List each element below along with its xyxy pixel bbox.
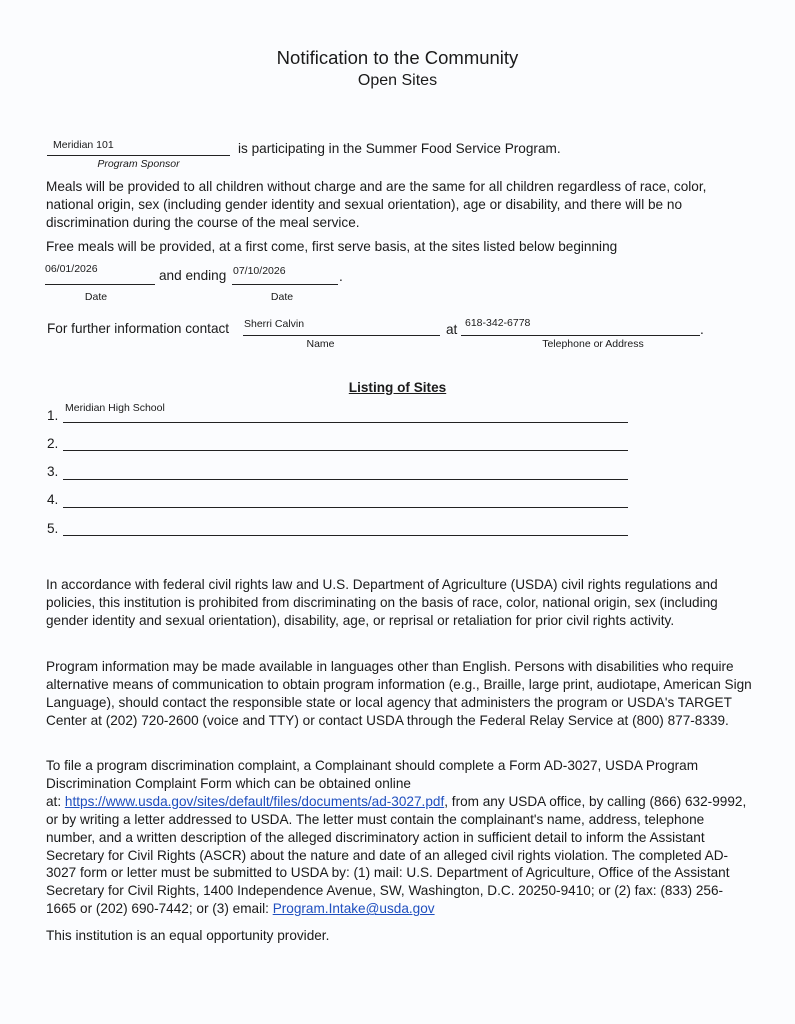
civil-rights-paragraph: In accordance with federal civil rights law and U.S. Department of Agriculture (USDA) civil rights regulations and policies, this institution is prohibited from discriminating on the basis of race, color, national origin, sex (including gender identity and sexual orientation), disability, age, or reprisal or retaliation for prior civil rights activity. <box>46 577 718 628</box>
site-number: 5. <box>47 521 59 536</box>
sponsor-caption: Program Sponsor <box>97 158 180 170</box>
complaint-at: at: <box>46 793 65 809</box>
site-number: 3. <box>47 464 59 479</box>
site-value: Meridian High School <box>65 402 165 414</box>
contact-period: . <box>700 322 704 337</box>
site-number: 2. <box>47 436 59 451</box>
site-number: 1. <box>47 408 59 423</box>
contact-phone-line <box>461 335 700 336</box>
site-number: 4. <box>47 492 59 507</box>
complaint-text: To file a program discrimination complaint, a Complainant should complete a Form AD-3027, USDA Program Discrimination Complaint Form which can be obtained online <box>46 758 699 791</box>
complaint-text-continued: , from any USDA office, by calling (866) 632-9992, or by writing a letter addressed to USDA. The letter must contain the complainant's name, address, telephone number, and a written description of the alleged discriminatory action in sufficient detail to inform the Assistant Secretary for Civil Rights (ASCR) about the nature and date of an alleged civil rights violation. The completed AD-3027 form or letter must be submitted to USDA by: (1) mail: U.S. Department of Agriculture, Office of the Assistant Secretary for Civil Rights, 1400 Independence Avenue, SW, Washington, D.C. 20250-9410; or (2) fax: (833) 256-1665 or (202) 690-7442; or (3) email: <box>46 793 747 917</box>
equal-opportunity-statement: This institution is an equal opportunity provider. <box>46 928 330 943</box>
site-line <box>63 535 628 536</box>
end-date-line <box>232 284 338 285</box>
contact-label: For further information contact <box>47 321 230 336</box>
page-title: Notification to the Community <box>276 47 519 68</box>
start-date-caption: Date <box>84 291 108 303</box>
free-meals-text: Free meals will be provided, at a first come, first serve basis, at the sites listed below beginning <box>46 239 618 254</box>
ad-3027-link[interactable]: https://www.usda.gov/sites/default/files/documents/ad-3027.pdf <box>64 793 445 809</box>
and-ending-label: and ending <box>159 268 227 283</box>
end-date-period: . <box>339 269 343 284</box>
sponsor-value: Meridian 101 <box>53 139 114 151</box>
site-line <box>63 450 628 451</box>
meals-paragraph: Meals will be provided to all children without charge and are the same for all children regardless of race, color, national origin, sex (including gender identity and sexual orientation), age or disability, and there will be no discrimination during the course of the meal service. <box>46 179 707 230</box>
complaint-paragraph <box>46 757 752 918</box>
end-date-caption: Date <box>270 291 294 303</box>
program-intake-email-link[interactable]: Program.Intake@usda.gov <box>272 901 435 917</box>
contact-phone-value: 618-342-6778 <box>465 317 531 329</box>
contact-name-value: Sherri Calvin <box>244 318 305 330</box>
site-line <box>63 479 628 480</box>
page-subtitle: Open Sites <box>357 72 438 89</box>
sponsor-line <box>47 155 230 156</box>
site-line <box>63 507 628 508</box>
sponsor-text: is participating in the Summer Food Service Program. <box>238 141 561 156</box>
contact-at-label: at <box>446 322 458 337</box>
contact-phone-caption: Telephone or Address <box>542 338 644 350</box>
start-date-value: 06/01/2026 <box>45 263 98 275</box>
contact-name-caption: Name <box>306 338 335 350</box>
listing-heading: Listing of Sites <box>348 380 447 395</box>
site-line <box>63 422 628 423</box>
start-date-line <box>45 284 155 285</box>
contact-name-line <box>243 335 440 336</box>
end-date-value: 07/10/2026 <box>233 265 286 277</box>
language-paragraph: Program information may be made available in languages other than English. Persons with disabilities who require alternative means of communication to obtain program information (e.g., Braille, large print, audiotape, American Sign Language), should contact the responsible state or local agency that administers the program or USDA's TARGET Center at (202) 720-2600 (voice and TTY) or contact USDA through the Federal Relay Service at (800) 877-8339. <box>46 659 752 728</box>
